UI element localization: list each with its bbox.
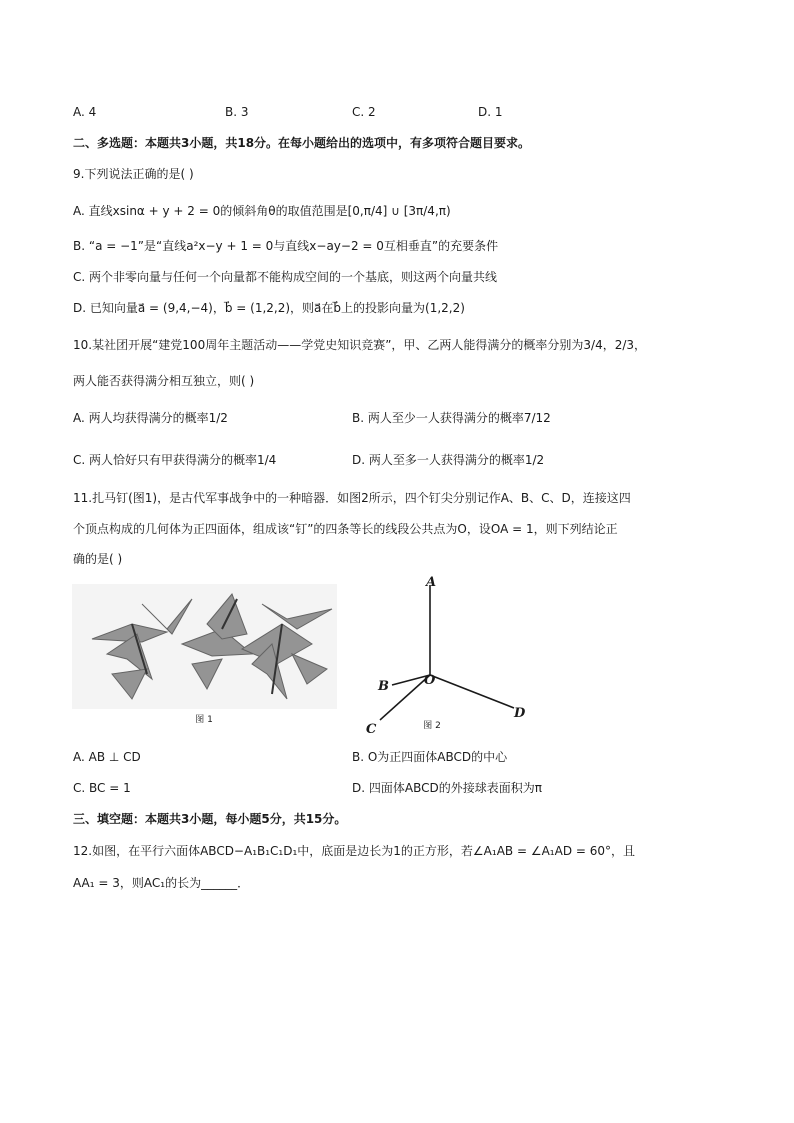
label-d: D xyxy=(514,706,526,721)
figure1-caption: 图 1 xyxy=(195,715,213,725)
q9-option-c: C. 两个非零向量与任何一个向量都不能构成空间的一个基底，则这两个向量共线 xyxy=(73,270,498,284)
section3-header: 三、填空题：本题共3小题，每小题5分，共15分。 xyxy=(73,812,347,826)
q10-option-d: D. 两人至多一人获得满分的概率1/2 xyxy=(352,453,545,467)
q10-stem-line1: 10.某社团开展“建党100周年主题活动——学党史知识竞赛”，甲、乙两人能得满分的概率分别为3/4，2/3， xyxy=(73,338,647,352)
q9-option-a: A. 直线xsinα + y + 2 = 0的倾斜角θ的取值范围是[0,π/4] ∪ [3π/4,π) xyxy=(73,204,451,218)
label-b: B xyxy=(378,679,389,694)
q8-option-a: A. 4 xyxy=(73,105,97,119)
q11-option-c: C. BC = 1 xyxy=(73,781,131,795)
q11-stem-line3: 确的是( ) xyxy=(73,552,123,566)
q11-stem-line1: 11.扎马钉(图1)，是古代军事战争中的一种暗器．如图2所示，四个钉尖分别记作A、B、C、D，连接这四 xyxy=(73,491,631,505)
figure2-caption: 图 2 xyxy=(423,721,441,731)
q8-option-c: C. 2 xyxy=(352,105,376,119)
q11-option-d: D. 四面体ABCD的外接球表面积为π xyxy=(352,781,542,795)
q11-option-a: A. AB ⊥ CD xyxy=(73,750,141,764)
q9-stem: 9.下列说法正确的是( ) xyxy=(73,167,194,181)
section2-header: 二、多选题：本题共3小题，共18分。在每小题给出的选项中，有多项符合题目要求。 xyxy=(73,136,531,150)
q10-stem-line2: 两人能否获得满分相互独立，则( ) xyxy=(73,374,255,388)
q11-stem-line2: 个顶点构成的几何体为正四面体，组成该“钉”的四条等长的线段公共点为O，设OA = 1，则下列结论正 xyxy=(73,522,618,536)
figure1-caltrops-image xyxy=(72,584,337,729)
q9-option-b: B. “a = −1”是“直线a²x−y + 1 = 0与直线x−ay−2 = 0互相垂直”的充要条件 xyxy=(73,239,499,253)
figure2-caltrop-diagram xyxy=(352,570,552,740)
q11-option-b: B. O为正四面体ABCD的中心 xyxy=(352,750,508,764)
q10-option-c: C. 两人恰好只有甲获得满分的概率1/4 xyxy=(73,453,277,467)
label-o: O xyxy=(424,673,436,688)
q8-option-b: B. 3 xyxy=(225,105,249,119)
q10-option-b: B. 两人至少一人获得满分的概率7/12 xyxy=(352,411,551,425)
q12-line2: AA₁ = 3，则AC₁的长为______． xyxy=(73,876,250,890)
q9-option-d: D. 已知向量a⃗ = (9,4,−4)，b⃗ = (1,2,2)，则a⃗在b⃗上的投影向量为(1,2,2) xyxy=(73,301,465,315)
q10-option-a: A. 两人均获得满分的概率1/2 xyxy=(73,411,228,425)
q8-option-d: D. 1 xyxy=(478,105,503,119)
label-a: A xyxy=(426,575,437,590)
q12-line1: 12.如图，在平行六面体ABCD−A₁B₁C₁D₁中，底面是边长为1的正方形，若∠A₁AB = ∠A₁AD = 60°，且 xyxy=(73,844,636,858)
label-c: C xyxy=(366,722,377,737)
segment-od xyxy=(430,675,514,708)
